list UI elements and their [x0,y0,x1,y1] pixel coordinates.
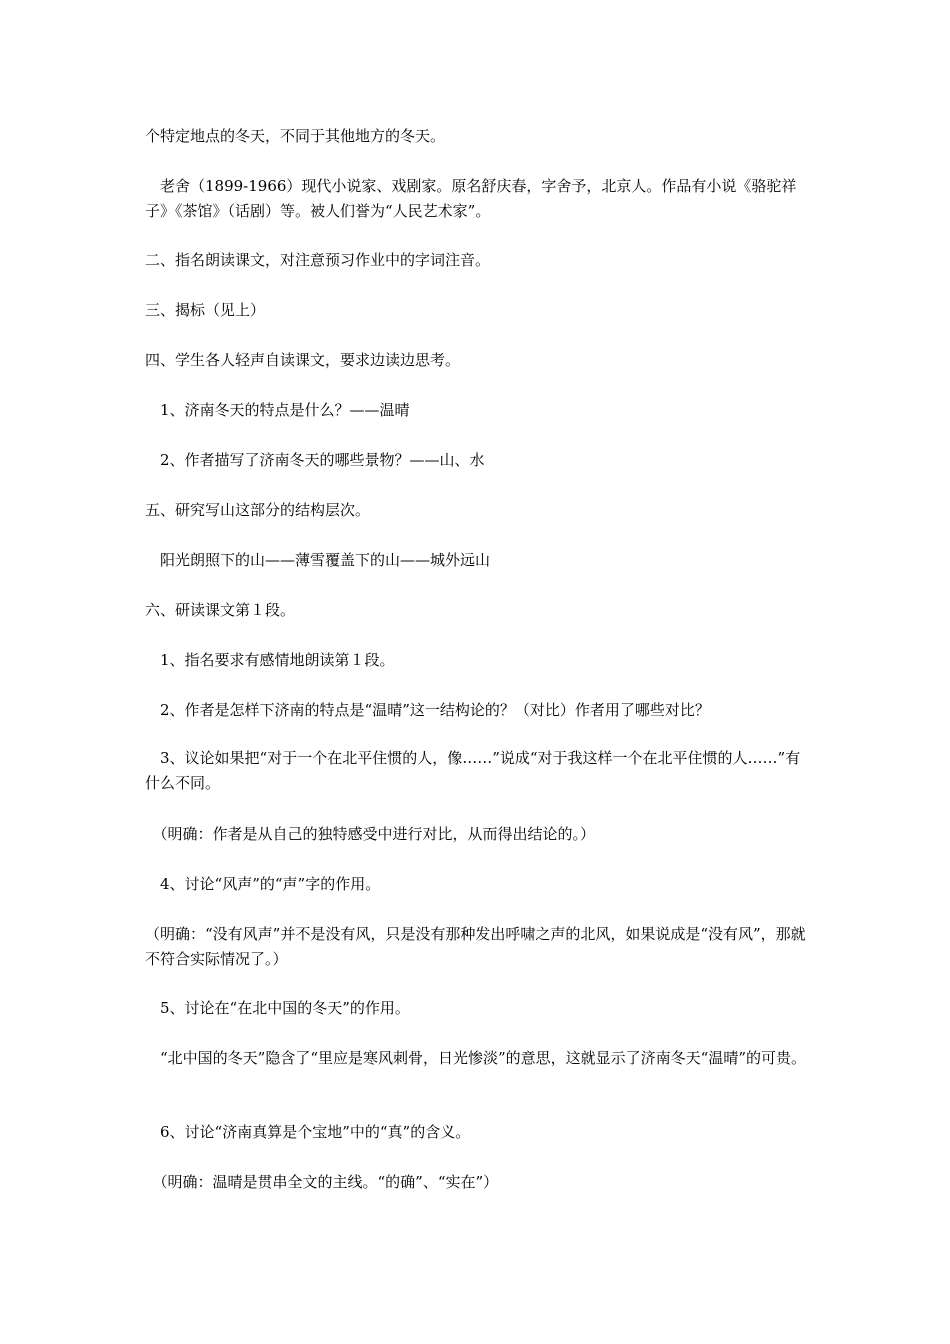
paragraph-step-6: 六、研读课文第１段。 [145,601,296,619]
paragraph-step-4-q2: 2、作者描写了济南冬天的哪些景物？——山、水 [145,451,485,469]
paragraph-step-3: 三、揭标（见上） [145,301,266,319]
paragraph-step-6-q6-answer: （明确：温晴是贯串全文的主线。“的确”、“实在”） [145,1173,499,1191]
paragraph-step-6-q4: 4、讨论“风声”的“声”字的作用。 [145,875,381,893]
paragraph-step-6-q4-answer: （明确：“没有风声”并不是没有风，只是没有那种发出呼啸之声的北风，如果说成是“没有风”，那就不符合实际情况了。） [145,925,806,968]
paragraph-step-4: 四、学生各人轻声自读课文，要求边读边思考。 [145,351,461,369]
paragraph-step-6-q3: 3、议论如果把“对于一个在北平住惯的人，像……”说成“对于我这样一个在北平住惯的人……”有什么不同。 [145,749,801,792]
paragraph-step-6-q6: 6、讨论“济南真算是个宝地”中的“真”的含义。 [145,1123,471,1141]
paragraph-step-6-q5-answer: “北中国的冬天”隐含了“里应是寒风刺骨，日光惨淡”的意思，这就显示了济南冬天“温晴”的可贵。 [145,1049,807,1067]
paragraph-author-bio: 老舍（1899-1966）现代小说家、戏剧家。原名舒庆春，字舍予，北京人。作品有小说《骆驼祥子》《茶馆》（话剧）等。被人们誉为“人民艺术家”。 [145,177,797,220]
paragraph-step-5-structure: 阳光朗照下的山——薄雪覆盖下的山——城外远山 [145,551,491,569]
paragraph-step-6-q5: 5、讨论在“在北中国的冬天”的作用。 [145,999,410,1017]
paragraph-step-2: 二、指名朗读课文，对注意预习作业中的字词注音。 [145,251,491,269]
paragraph-step-5: 五、研究写山这部分的结构层次。 [145,501,371,519]
paragraph-continuation: 个特定地点的冬天，不同于其他地方的冬天。 [145,127,446,145]
paragraph-step-4-q1: 1、济南冬天的特点是什么？——温晴 [145,401,410,419]
paragraph-step-6-q2: 2、作者是怎样下济南的特点是“温晴”这一结构论的？（对比）作者用了哪些对比？ [145,701,710,719]
paragraph-step-6-q3-answer: （明确：作者是从自己的独特感受中进行对比，从而得出结论的。） [145,825,596,843]
paragraph-step-6-q1: 1、指名要求有感情地朗读第１段。 [145,651,395,669]
